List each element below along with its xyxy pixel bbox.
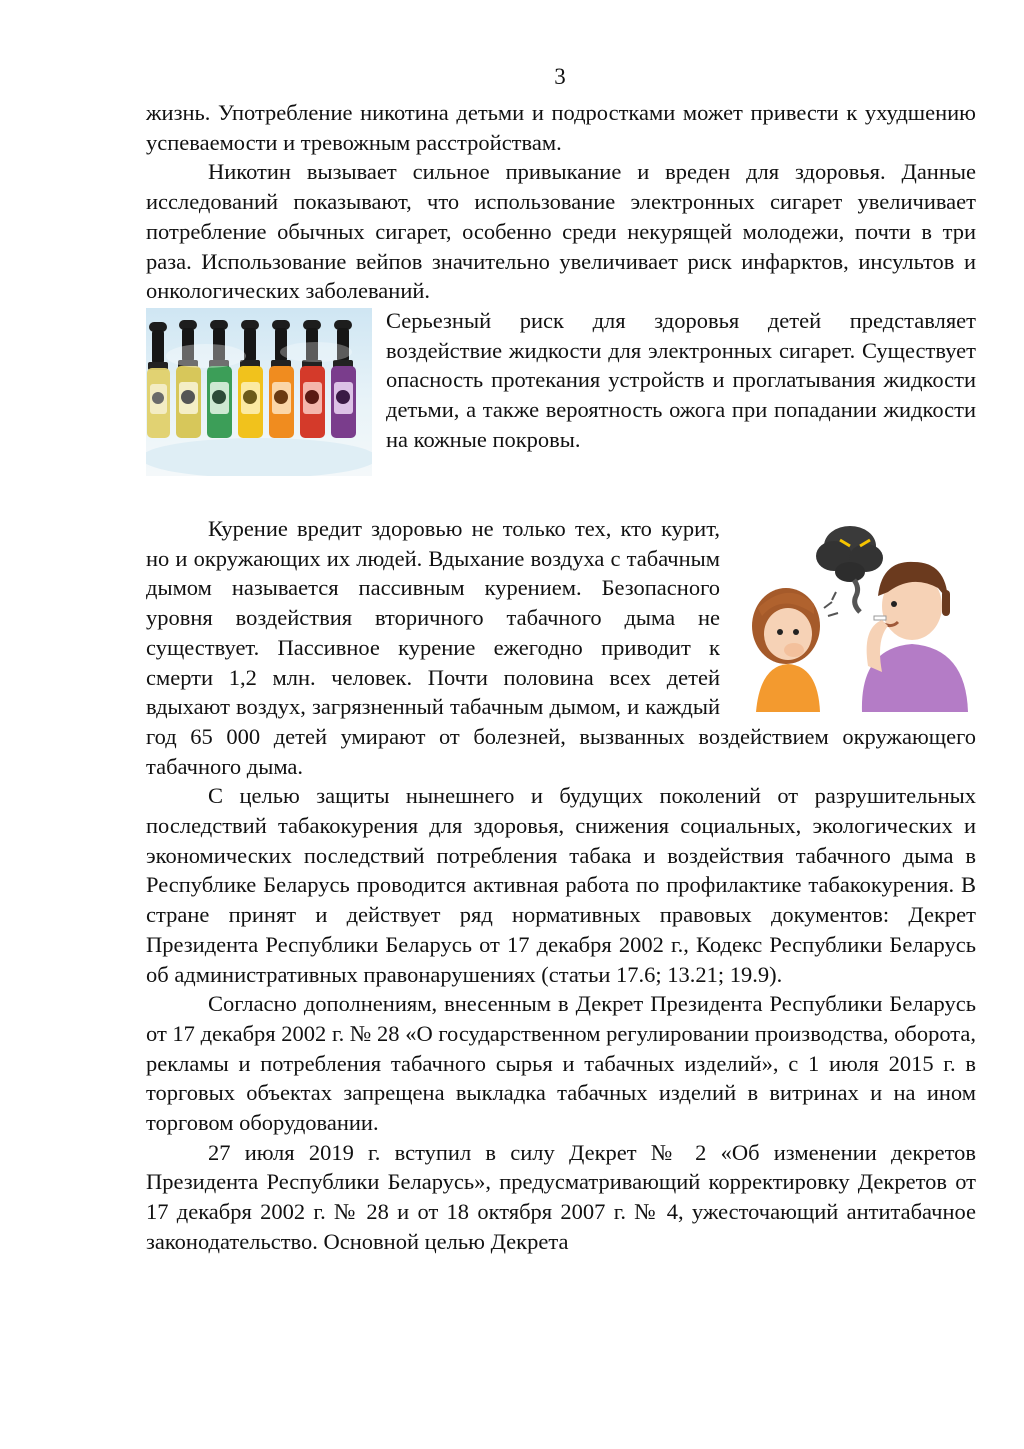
passive-smoking-icon [742, 516, 976, 712]
page-number: 3 [554, 64, 566, 89]
paragraph-3: Серьезный риск для здоровья детей представляет воздействие жидкости для электронных сигарет. Существует опасность протекания устройств и проглатывания жидкости детьми, а также вероятность ожога при попадании жидкости на кожные покровы. [386, 307, 976, 452]
paragraph-7: 27 июля 2019 г. вступил в силу Декрет № 2 «Об изменении декретов Президента Республики Беларусь», предусматривающий корректировку Декретов от 17 декабря 2002 г. № 28 и от 18 октября 2007 г. № 4, ужесточающий антитабачное законодательство. Основной целью Декрета [146, 1139, 976, 1254]
paragraph-2: Никотин вызывает сильное привыкание и вреден для здоровья. Данные исследований показывают, что использование электронных сигарет увеличивает потребление обычных сигарет, особенно среди некурящей молодежи, почти в три раза. Использование вейпов значительно увеличивает риск инфарктов, инсультов и онкологических заболеваний. [146, 159, 976, 304]
body-text-top [146, 98, 976, 480]
paragraph-6: Согласно дополнениям, внесенным в Декрет Президента Республики Беларусь от 17 декабря 2002 г. № 28 «О государственном регулировании производства, оборота, рекламы и потребления табачного сырья и табачных изделий», с 1 июля 2015 г. в торговых объектах запрещена выкладка табачных изделий в витринах и на ином торговом оборудовании. [146, 991, 976, 1136]
paragraph-4: Курение вредит здоровью не только тех, кто курит, но и окружающих их людей. Вдыхание воздуха с табачным дымом называется пассивным курением. Безопасного уровня воздействия вторичного табачного дыма не существует. Пассивное курение ежегодно приводит к смерти 1,2 млн. человек. Почти половина всех детей вдыхают воздух, загрязненный табачным дымом, и каждый год 65 000 детей умирают от болезней, вызванных воздействием окружающего табачного дыма. [146, 516, 976, 779]
body-text-bottom [146, 514, 976, 1257]
paragraph-1: жизнь. Употребление никотина детьми и подростками может привести к ухудшению успеваемости и тревожным расстройствам. [146, 100, 976, 155]
bottles-icon [146, 308, 372, 476]
passive-smoking-illustration [742, 516, 976, 712]
vape-liquid-bottles-photo [146, 308, 372, 476]
paragraph-5: С целью защиты нынешнего и будущих поколений от разрушительных последствий табакокурения для здоровья, снижения социальных, экологических и экономических последствий потребления табака и воздействия табачного дыма в Республике Беларусь проводится активная работа по профилактике табакокурения. В стране принят и действует ряд нормативных правовых документов: Декрет Президента Республики Беларусь от 17 декабря 2002 г., Кодекс Республики Беларусь об административных правонарушениях (статьи 17.6; 13.21; 19.9). [146, 783, 976, 987]
